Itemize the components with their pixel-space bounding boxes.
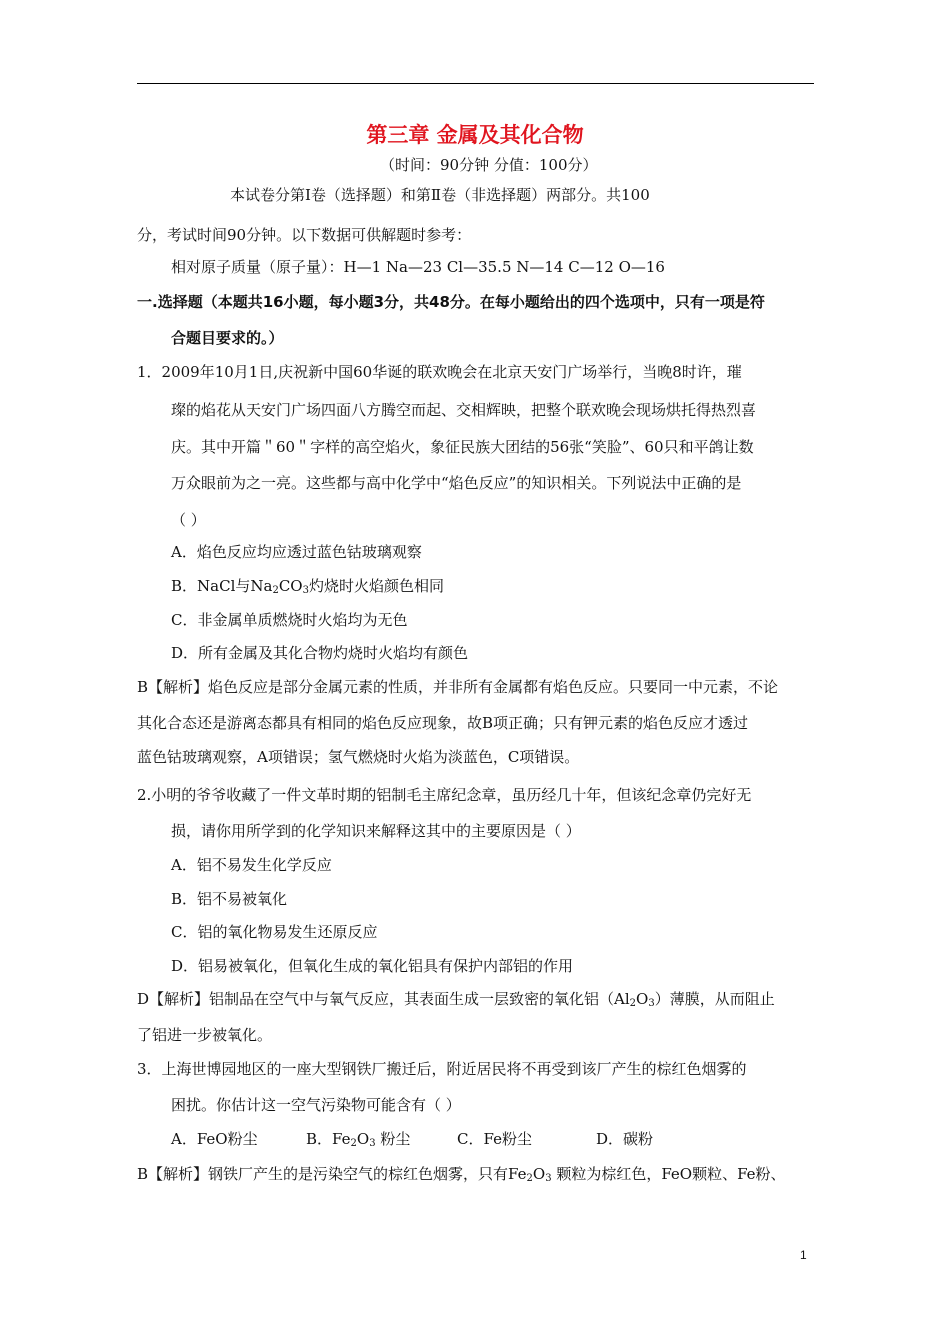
q3-option-a: A．FeO粉尘	[171, 1130, 258, 1148]
q3-stem-line-1: 3．上海世博园地区的一座大型钢铁厂搬迁后，附近居民将不再受到该厂产生的棕红色烟雾的	[137, 1060, 747, 1078]
q2-stem-line-2: 损，请你用所学到的化学知识来解释这其中的主要原因是（ ）	[171, 822, 581, 840]
q3-option-b: B．$Fe_2O_3$ 粉尘	[306, 1130, 411, 1149]
q1-option-b: B．NaCl与$Na_2CO_3$灼烧时火焰颜色相同	[171, 577, 444, 596]
q2-option-b: B．铝不易被氧化	[171, 890, 288, 908]
q1-answer-line-3: 蓝色钴玻璃观察，A项错误；氢气燃烧时火焰为淡蓝色，C项错误。	[137, 748, 580, 766]
section-heading-line-1: 一.选择题（本题共16小题，每小题3分，共48分。在每小题给出的四个选项中，只有一项是符	[137, 293, 765, 311]
atomic-mass-line: 相对原子质量（原子量）：H—1 Na—23 Cl—35.5 N—14 C—12 O—16	[171, 258, 665, 276]
q3-answer-line-1: B【解析】钢铁厂产生的是污染空气的棕红色烟雾，只有$Fe_2O_3$ 颗粒为棕红色，FeO颗粒、Fe粉、	[137, 1165, 786, 1184]
q1-option-d: D．所有金属及其化合物灼烧时火焰均有颜色	[171, 644, 469, 662]
q1-answer-line-1: B【解析】焰色反应是部分金属元素的性质，并非所有金属都有焰色反应。只要同一中元素，不论	[137, 678, 779, 696]
q2-option-a: A．铝不易发生化学反应	[171, 856, 332, 874]
q1-stem-line-1: 1．2009年10月1日,庆祝新中国60华诞的联欢晚会在北京天安门广场举行，当晚8时许，璀	[137, 363, 742, 381]
q1-stem-line-5: （ ）	[171, 511, 206, 529]
q1-stem-line-2: 璨的焰花从天安门广场四面八方腾空而起、交相辉映，把整个联欢晚会现场烘托得热烈喜	[171, 401, 757, 419]
q2-answer-line-1: D【解析】铝制品在空气中与氧气反应，其表面生成一层致密的氧化铝$(Al_2O_3)$薄膜，从而阻止	[137, 990, 775, 1009]
intro-line-1: 本试卷分第Ⅰ卷（选择题）和第Ⅱ卷（非选择题）两部分。共100	[230, 186, 650, 204]
page-number: 1	[800, 1248, 807, 1262]
time-score-line: （时间：90分钟 分值：100分）	[380, 156, 598, 174]
q3-option-c: C．Fe粉尘	[457, 1130, 532, 1148]
q2-option-d: D．铝易被氧化，但氧化生成的氧化铝具有保护内部铝的作用	[171, 957, 574, 975]
header-rule	[137, 83, 814, 84]
q1-stem-line-3: 庆。其中开篇＂60＂字样的高空焰火，象征民族大团结的56张“笑脸”、60只和平鸽让数	[171, 438, 754, 456]
section-heading-line-2: 合题目要求的。）	[171, 329, 284, 347]
q1-option-c: C．非金属单质燃烧时火焰均为无色	[171, 611, 408, 629]
chapter-title: 第三章 金属及其化合物	[366, 123, 584, 147]
q1-answer-line-2: 其化合态还是游离态都具有相同的焰色反应现象，故B项正确；只有钾元素的焰色反应才透过	[137, 714, 749, 732]
intro-line-2: 分，考试时间90分钟。以下数据可供解题时参考：	[137, 226, 472, 244]
q3-stem-line-2: 困扰。你估计这一空气污染物可能含有（ ）	[171, 1096, 461, 1114]
q1-stem-line-4: 万众眼前为之一亮。这些都与高中化学中“焰色反应”的知识相关。下列说法中正确的是	[171, 474, 742, 492]
q2-stem-line-1: 2.小明的爷爷收藏了一件文革时期的铝制毛主席纪念章，虽历经几十年，但该纪念章仍完好无	[137, 786, 752, 804]
q2-option-c: C．铝的氧化物易发生还原反应	[171, 923, 378, 941]
q2-answer-line-2: 了铝进一步被氧化。	[137, 1026, 273, 1044]
q3-option-d: D．碳粉	[596, 1130, 654, 1148]
q1-option-a: A．焰色反应均应透过蓝色钴玻璃观察	[171, 543, 422, 561]
